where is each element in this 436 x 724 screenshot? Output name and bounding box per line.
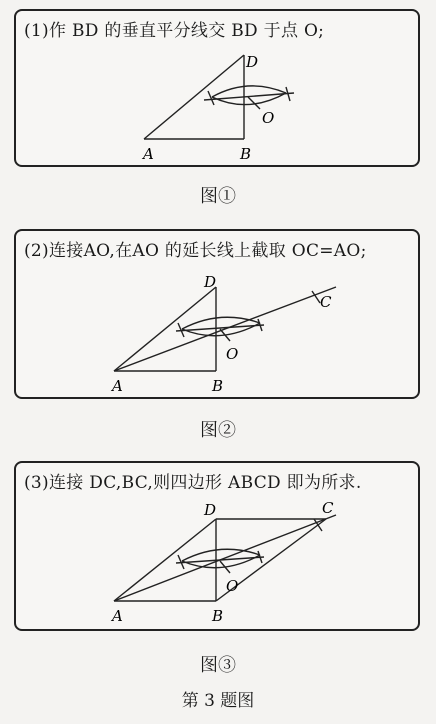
label-a: A [112,607,123,625]
step-2-panel [14,229,420,399]
step-1-text: (1)作 BD 的垂直平分线交 BD 于点 O; [24,21,325,41]
step-1-panel [14,9,420,167]
arc-upper [212,86,286,97]
ray-ao-extended [114,287,336,371]
step-3-panel [14,461,420,631]
segment-ad [144,55,244,139]
label-a: A [143,145,154,163]
label-b: B [212,377,224,395]
label-b: B [240,145,252,163]
label-d: D [204,273,217,291]
label-a: A [112,377,123,395]
step-1-figure [16,11,418,165]
label-d: D [204,501,217,519]
label-b: B [212,607,224,625]
step-2-figure [16,231,418,397]
label-c: C [320,293,332,311]
figure-2-caption: 图② [200,420,236,441]
label-d: D [246,53,259,71]
step-3-figure [16,463,418,629]
label-o: O [226,577,239,595]
step-2-text: (2)连接AO,在AO 的延长线上截取 OC=AO; [24,241,367,261]
diagonal-ac [114,515,336,601]
label-o: O [262,109,275,127]
label-o: O [226,345,239,363]
figure-1-caption: 图① [200,186,236,207]
segment-ad [114,519,216,601]
step-3-text: (3)连接 DC,BC,则四边形 ABCD 即为所求. [24,473,362,493]
figure-3-caption: 图③ [200,655,236,676]
problem-caption: 第 3 题图 [181,691,255,711]
label-c: C [322,499,334,517]
